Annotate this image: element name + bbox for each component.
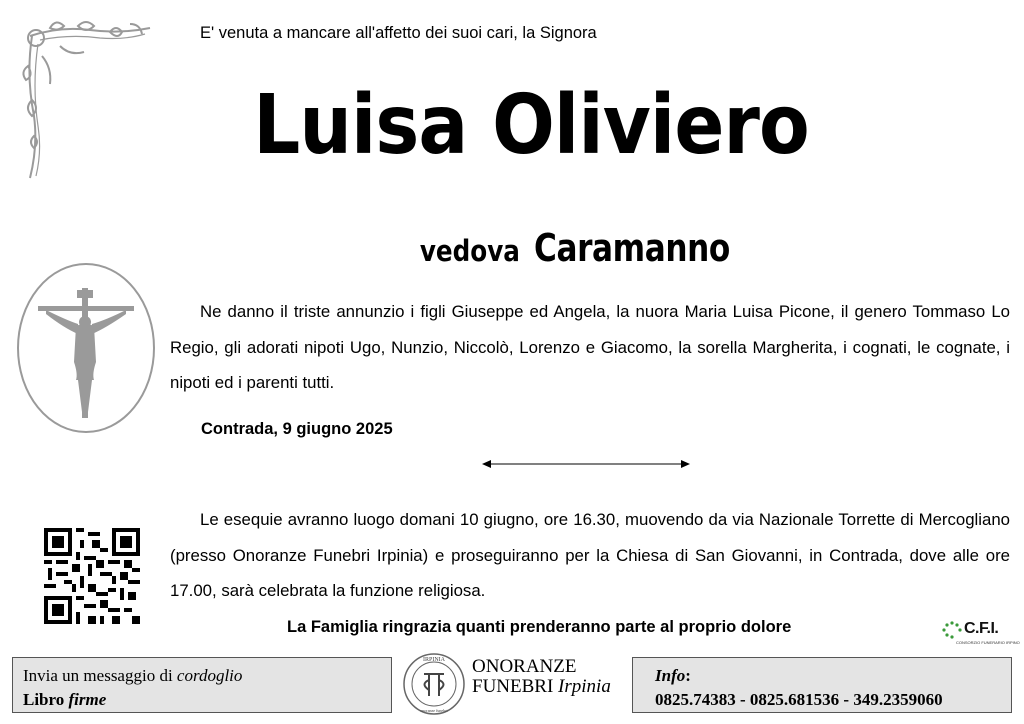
company-line1: ONORANZE: [472, 656, 577, 677]
guestbook-italic: firme: [68, 690, 107, 709]
funeral-home-seal-icon: [402, 650, 466, 718]
condolence-link[interactable]: [23, 664, 391, 688]
company-name: [472, 657, 611, 697]
thanks-text: La Famiglia ringrazia quanti prenderanno parte al proprio dolore: [287, 618, 792, 636]
crucifix-icon: [16, 262, 156, 434]
cfi-label: C.F.I.: [964, 620, 999, 637]
guestbook-link[interactable]: [23, 688, 391, 712]
seal-top-text: IRPINIA: [423, 657, 445, 663]
place-date: Contrada, 9 giugno 2025: [201, 420, 393, 438]
company-line2-italic: Irpinia: [558, 676, 611, 697]
announcement-paragraph: Ne danno il triste annunzio i figli Giuseppe ed Angela, la nuora Maria Luisa Picone, il genero Tommaso Lo Regio, gli adorati nipoti Ugo, Nunzio, Niccolò, Lorenzo e Giacomo, la sorella Margherita, i cognati, le cognate, i nipoti ed i parenti tutti.: [170, 302, 1010, 392]
company-line2: [472, 677, 611, 697]
condolence-box[interactable]: [12, 657, 392, 713]
cfi-logo-icon: [940, 620, 964, 640]
qr-code-icon[interactable]: [44, 528, 140, 624]
seal-bottom-text: onoranze funebri: [420, 708, 448, 713]
funeral-paragraph: Le esequie avranno luogo domani 10 giugno, ore 16.30, muovendo da via Nazionale Torrette di Mercogliano (presso Onoranze Funebri Irpinia) e proseguiranno per la Chiesa di San Giovanni, in Contrada, dove alle ore 17.00, sarà celebrata la funzione religiosa.: [170, 510, 1010, 600]
guestbook-prefix: Libro: [23, 690, 69, 709]
company-line2-prefix: FUNEBRI: [472, 676, 559, 697]
phone-numbers[interactable]: 0825.74383 - 0825.681536 - 349.2359060: [655, 690, 943, 709]
deceased-name: Luisa Oliviero: [253, 78, 809, 173]
double-arrow-divider-icon: [482, 458, 690, 470]
condolence-italic: cordoglio: [176, 666, 243, 685]
widow-surname: Caramanno: [533, 226, 730, 270]
condolence-prefix: Invia un messaggio di: [23, 666, 177, 685]
widow-label: vedova: [419, 234, 521, 268]
info-colon: :: [685, 666, 691, 685]
intro-text: E' venuta a mancare all'affetto dei suoi cari, la Signora: [200, 24, 597, 42]
cfi-subtitle: CONSORZIO FUNERARIO IRPINO: [956, 640, 1020, 645]
info-box: [632, 657, 1012, 713]
info-label: Info: [655, 666, 686, 685]
